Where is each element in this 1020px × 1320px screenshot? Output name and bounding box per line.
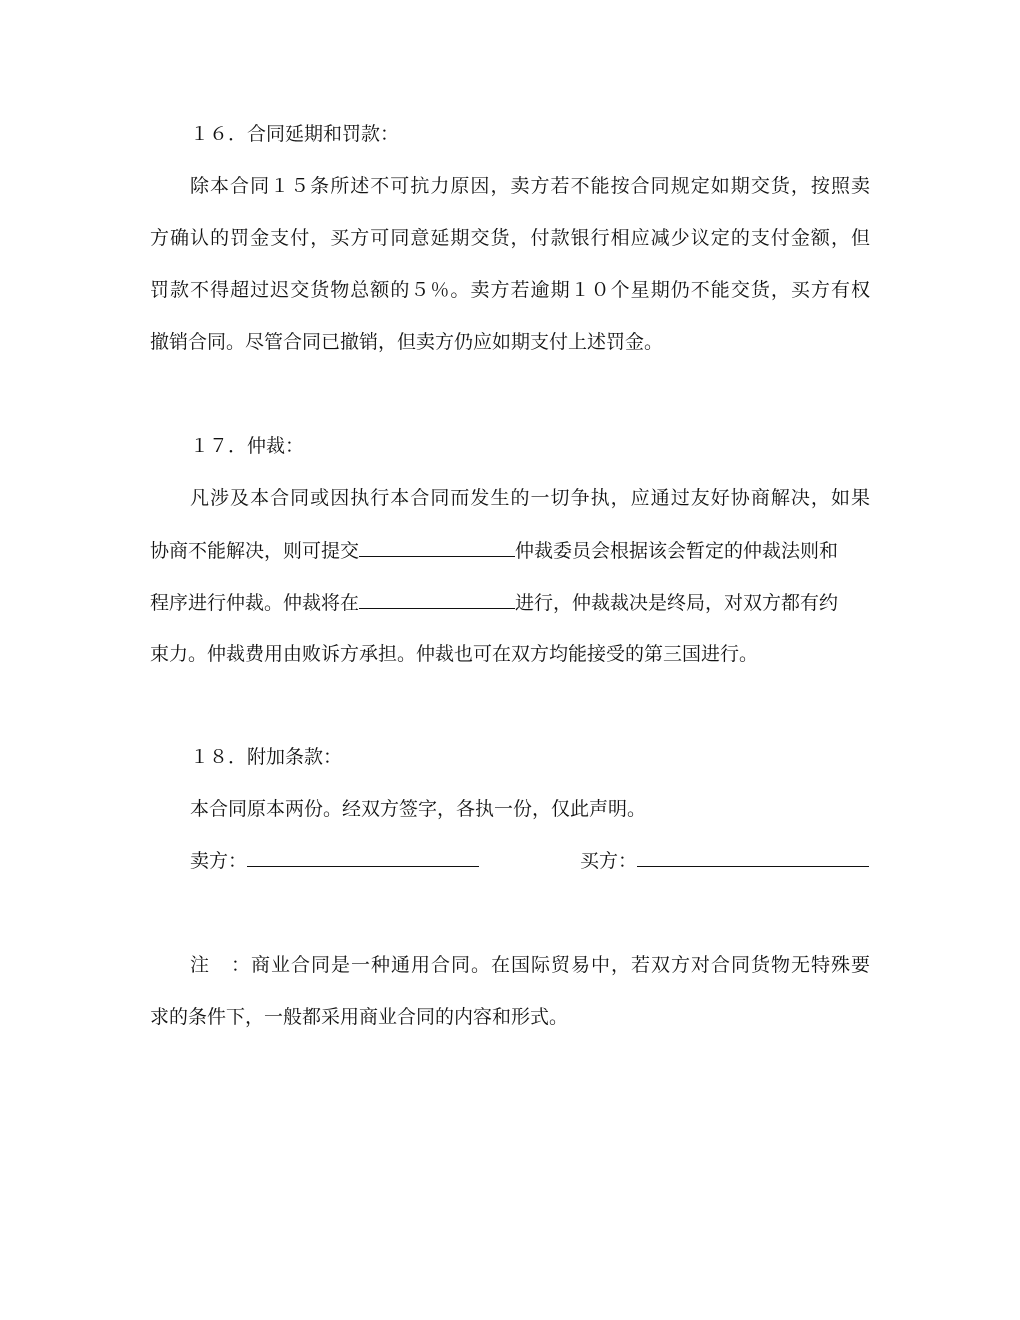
note-line-1 bbox=[190, 953, 870, 977]
buyer-signature-line[interactable] bbox=[637, 848, 869, 867]
note-line-2: 求的条件下，一般都采用商业合同的内容和形式。 bbox=[150, 1006, 569, 1028]
section-18-heading: １８．附加条款： bbox=[190, 746, 343, 768]
seller-signature bbox=[190, 848, 479, 873]
arbitration-place-blank[interactable] bbox=[359, 590, 515, 609]
section-16-line-3: 罚款不得超过迟交货物总额的５％。卖方若逾期１０个星期仍不能交货，买方有权 bbox=[150, 279, 870, 301]
note-text-1: 商业合同是一种通用合同。在国际贸易中，若双方对合同货物无特殊要 bbox=[250, 954, 870, 976]
buyer-signature bbox=[580, 848, 869, 873]
section-16-heading: １６．合同延期和罚款： bbox=[190, 123, 400, 145]
section-17-line-1: 凡涉及本合同或因执行本合同而发生的一切争执，应通过友好协商解决，如果 bbox=[190, 487, 870, 509]
section-17-line-2 bbox=[150, 538, 870, 563]
buyer-label: 买方： bbox=[580, 850, 638, 872]
section-18-line-1: 本合同原本两份。经双方签字，各执一份，仅此声明。 bbox=[190, 798, 647, 820]
note-label: 注： bbox=[190, 954, 250, 976]
section-16-line-4: 撤销合同。尽管合同已撤销，但卖方仍应如期支付上述罚金。 bbox=[150, 331, 664, 353]
section-16-line-1: 除本合同１５条所述不可抗力原因，卖方若不能按合同规定如期交货，按照卖 bbox=[190, 175, 870, 197]
section-17-line-3 bbox=[150, 590, 870, 615]
section-17-line-4: 束力。仲裁费用由败诉方承担。仲裁也可在双方均能接受的第三国进行。 bbox=[150, 643, 759, 665]
section-17-line-2-after: 仲裁委员会根据该会暂定的仲裁法则和 bbox=[515, 540, 839, 562]
section-17-line-2-before: 协商不能解决，则可提交 bbox=[150, 540, 360, 562]
seller-signature-line[interactable] bbox=[247, 848, 479, 867]
seller-label: 卖方： bbox=[190, 850, 248, 872]
section-17-line-3-after: 进行，仲裁裁决是终局，对双方都有约 bbox=[515, 592, 839, 614]
section-17-line-3-before: 程序进行仲裁。仲裁将在 bbox=[150, 592, 360, 614]
section-17-heading: １７．仲裁： bbox=[190, 435, 305, 457]
arbitration-committee-blank[interactable] bbox=[359, 538, 515, 557]
section-16-line-2: 方确认的罚金支付，买方可同意延期交货，付款银行相应减少议定的支付金额，但 bbox=[150, 227, 870, 249]
